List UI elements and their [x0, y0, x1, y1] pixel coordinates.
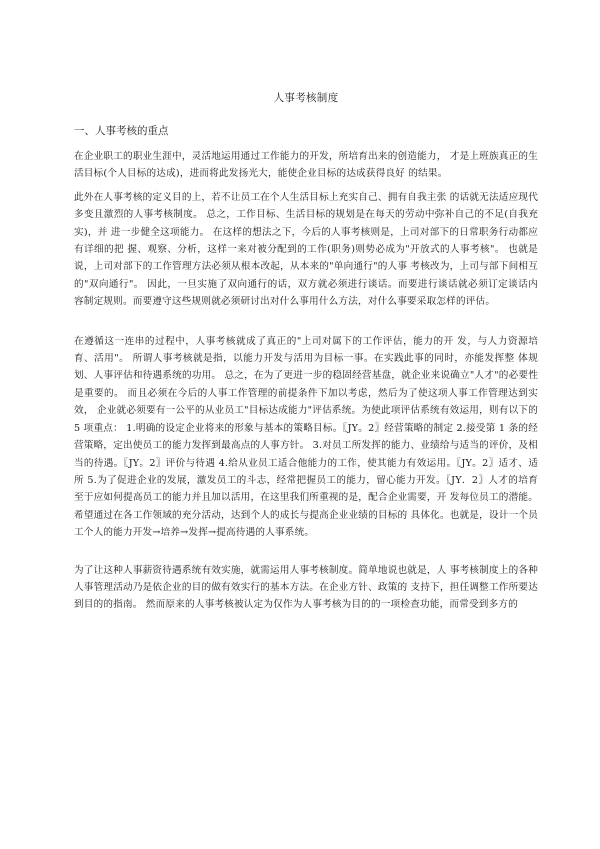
- paragraph-1: 在企业职工的职业生涯中，灵活地运用通过工作能力的开发，所培育出来的创造能力， 才是上班族真正的生活目标(个人目标的达成)，进而将此发扬光大，能使企业目标的达成获得良好 的结果。: [74, 151, 538, 180]
- document-title: 人事考核制度: [273, 92, 339, 104]
- paragraph-4: 为了让这种人事薪资待遇系统有效实施，就需运用人事考核制度。简单地说也就是，人 事考核制度上的各种人事管理活动乃是依企业的目的做有效实行的基本方法。在企业方针、政策的 支持下，担任调整工作所要达到目的的指南。 然而原来的人事考核被认定为仅作为人事考核为目的的一项检查功能，而常受到多方的: [74, 564, 538, 611]
- section-heading: 一、人事考核的重点: [74, 125, 169, 137]
- paragraph-2: 此外在人事考核的定义目的上，若不让员工在个人生活目标上充实自己、拥有自我主张 的话就无法适应现代多变且激烈的人事考核制度。 总之，工作目标、生活目标的规划是在每天的劳动中弥补自己的不足(自我充实)，并 进一步健全这项能力。 在这样的想法之下，今后的人事考核则是，上司对部下的日常职务行动都应有详细的把 握、观察、分析，这样一来对被分配到的工作(职务)则势必成为"开放式的人事考核"。 也就是说，上司对部下的工作管理方法必须从根本改起，从本来的"单向通行"的人事 考核改为，上司与部下间相互的"双向通行"。 因此，一旦实施了双向通行的话，双方就必须进行谈话。而要进行谈话就必须订定谈话内 容制定规则。而要遵守这些规则就必须研讨出对什么事用什么方法，对什么事要采取怎样的评估。: [74, 191, 538, 308]
- paragraph-3: 在遵循这一连串的过程中，人事考核就成了真正的"上司对属下的工作评估，能力的开 发，与人力资源培育、活用"。 所谓人事考核就是指，以能力开发与活用为目标一事。在实践此事的同时，亦能发挥整 体规划、人事评估和待遇系统的功用。 总之，在为了更进一步的稳固经营基盘，就企业来说确立"人才"的必要性是重要的。 而且必须在今后的人事工作管理的前提条件下加以考虑，然后为了使这项人事工作管理达到实效， 企业就必须要有一公平的从业员工"目标达成能力"评估系统。为使此项评估系统有效运用，则有以下的 5 项重点： 1.明确的设定企业将来的形象与基本的策略目标。〖JY。2〗经营策略的制定 2.接受第 1 条的经营策略，定出使员工的能力发挥到最高点的人事方针。 3.对员工所发挥的能力、业绩给与适当的评价，及相当的待遇。〖JY。2〗评价与待遇 4.给从业员工适合他能力的工作，使其能力有效运用。〖JY。2〗适才、适所 5.为了促进企业的发展，激发员工的斗志，经常把握员工的能力，留心能力开发。〖JY．2〗人才的培育 至于应如何提高员工的能力并且加以活用，在这里我们所重视的是，配合企业需要，开 发每位员工的潜能。希望通过在各工作领域的充分活动，达到个人的成长与提高企业业绩的目标的 具体化。也就是，设计一个员工个人的能力开发→培养→发挥→提高待遇的人事系统。: [74, 335, 538, 539]
